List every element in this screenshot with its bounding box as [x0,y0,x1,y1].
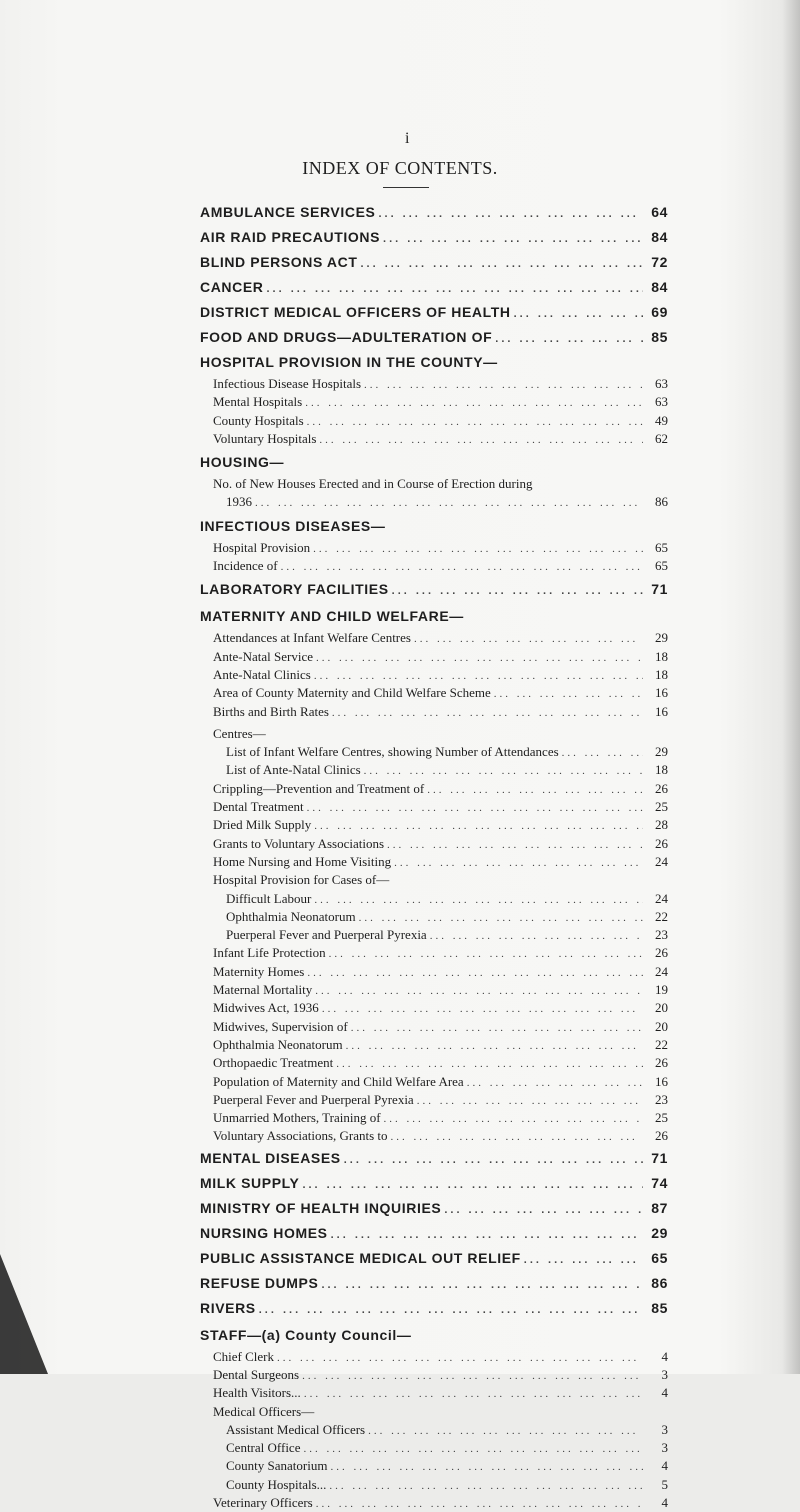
index-entry: NURSING HOMES ... . 29 [200,1221,668,1246]
index-entry: AMBULANCE SERVICES ... . 64 [200,200,668,225]
index-subheading: Medical Officers— [213,1403,315,1419]
index-entry: LABORATORY FACILITIES ... . 71 [200,577,668,602]
index-heading: HOSPITAL PROVISION IN THE COUNTY— [200,354,498,370]
index-subentry: Difficult Labour ... . 24 [200,890,668,908]
index-subentry: Births and Birth Rates ... . 16 [200,703,668,721]
index-subentry: Incidence of ... . 65 [200,557,668,575]
page-title: INDEX OF CONTENTS. [302,158,498,178]
index-subheading: Centres— [213,725,266,741]
index-subentry: Attendances at Infant Welfare Centres ... . 29 [200,629,668,647]
title-rule [383,187,429,188]
index-subentry: Dental Surgeons ... . 3 [200,1366,668,1384]
index-subentry: Health Visitors... ... . 4 [200,1384,668,1402]
index-subentry: County Hospitals... ... . 5 [200,1476,668,1494]
index-subentry: Maternity Homes ... . 24 [200,963,668,981]
index-subentry: No. of New Houses Erected and in Course of Erection during [213,476,533,492]
index-subentry: Voluntary Hospitals ... . 62 [200,430,668,448]
index-entry: DISTRICT MEDICAL OFFICERS OF HEALTH ... . 69 [200,300,668,325]
index-entry: MINISTRY OF HEALTH INQUIRIES ... . 87 [200,1196,668,1221]
index-subentry: Hospital Provision ... . 65 [200,539,668,557]
index-entry: CANCER ... . 84 [200,275,668,300]
index-subentry: Assistant Medical Officers ... . 3 [200,1421,668,1439]
index-subentry: Unmarried Mothers, Training of ... . 25 [200,1109,668,1127]
index-subheading: Hospital Provision for Cases of— [213,872,390,888]
index-subentry: Ante-Natal Service ... . 18 [200,648,668,666]
index-subentry: Infant Life Protection ... . 26 [200,944,668,962]
index-subentry: 1936 ... . 86 [200,493,668,511]
index-subentry: Midwives Act, 1936 ... . 20 [200,999,668,1017]
index-list [200,200,668,1512]
index-entry: FOOD AND DRUGS—ADULTERATION OF ... . 85 [200,325,668,350]
index-subentry: Ante-Natal Clinics ... . 18 [200,666,668,684]
index-subentry: Ophthalmia Neonatorum ... . 22 [200,908,668,926]
index-subentry: Grants to Voluntary Associations ... . 26 [200,835,668,853]
index-subentry: Crippling—Prevention and Treatment of ... . 26 [200,780,668,798]
index-subentry: Chief Clerk ... . 4 [200,1348,668,1366]
page-edge-shadow [782,0,800,1374]
index-subentry: Dental Treatment ... . 25 [200,798,668,816]
index-entry: MILK SUPPLY ... . 74 [200,1171,668,1196]
index-subentry: Central Office ... . 3 [200,1439,668,1457]
index-entry: AIR RAID PRECAUTIONS ... . 84 [200,225,668,250]
index-subentry: List of Ante-Natal Clinics ... . 18 [200,761,668,779]
index-subentry: Area of County Maternity and Child Welfare Scheme ... . 16 [200,684,668,702]
index-subentry: List of Infant Welfare Centres, showing Number of Attendances ... . 29 [200,743,668,761]
index-heading: MATERNITY AND CHILD WELFARE— [200,608,464,625]
index-heading: STAFF—(a) County Council— [200,1326,412,1343]
index-subentry: Veterinary Officers ... . 4 [200,1494,668,1512]
index-subentry: Dried Milk Supply ... . 28 [200,816,668,834]
index-subentry: Voluntary Associations, Grants to ... . 26 [200,1127,668,1145]
index-subentry: County Sanatorium ... . 4 [200,1457,668,1475]
index-subentry: Maternal Mortality ... . 19 [200,981,668,999]
index-subentry: County Hospitals ... . 49 [200,412,668,430]
index-subentry: Ophthalmia Neonatorum ... . 22 [200,1036,668,1054]
index-subentry: Puerperal Fever and Puerperal Pyrexia ... . 23 [200,1091,668,1109]
index-entry: RIVERS ... . 85 [200,1296,668,1321]
index-subentry: Population of Maternity and Child Welfare Area ... . 16 [200,1073,668,1091]
index-subentry: Orthopaedic Treatment ... . 26 [200,1054,668,1072]
scan-corner-shadow [0,1254,48,1374]
index-subentry: Puerperal Fever and Puerperal Pyrexia ... . 23 [200,926,668,944]
index-entry: BLIND PERSONS ACT ... . 72 [200,250,668,275]
index-entry: MENTAL DISEASES ... . 71 [200,1146,668,1171]
index-heading: HOUSING— [200,454,285,471]
index-subentry: Infectious Disease Hospitals ... . 63 [200,375,668,393]
index-entry: PUBLIC ASSISTANCE MEDICAL OUT RELIEF ... . 65 [200,1246,668,1271]
index-subentry: Mental Hospitals ... . 63 [200,393,668,411]
page-number: i [405,130,410,147]
index-entry: REFUSE DUMPS ... . 86 [200,1271,668,1296]
index-subentry: Home Nursing and Home Visiting ... . 24 [200,853,668,871]
index-subentry: Midwives, Supervision of ... . 20 [200,1018,668,1036]
index-heading: INFECTIOUS DISEASES— [200,517,386,534]
